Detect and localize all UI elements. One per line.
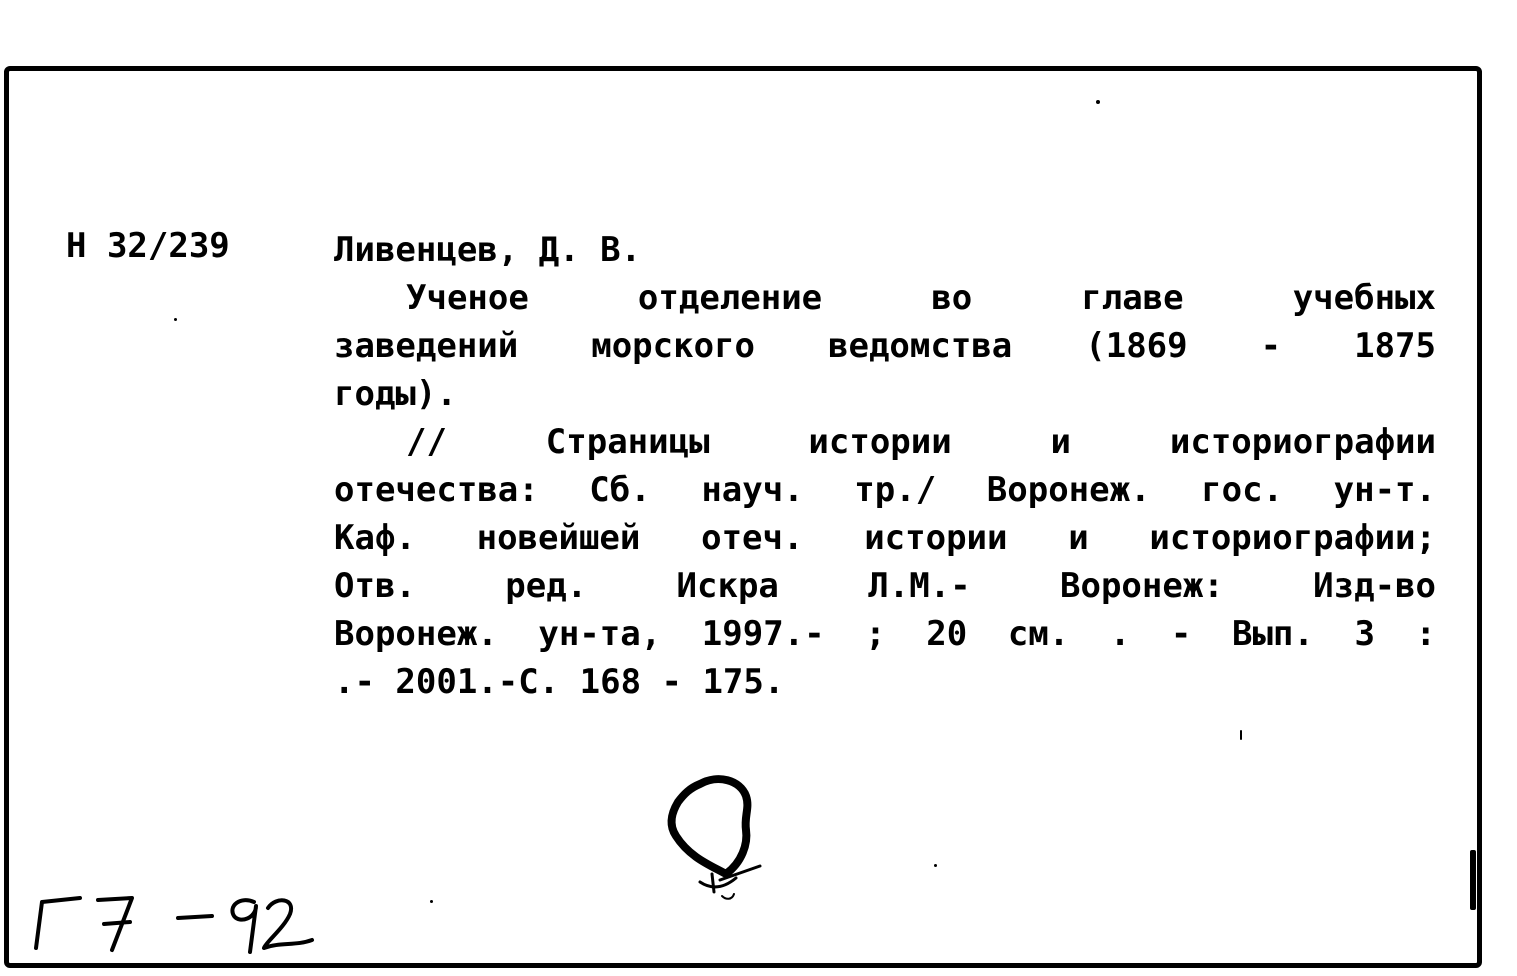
scan-speck [1096, 100, 1100, 104]
source-line: отечества: Сб. науч. тр./ Воронеж. гос. ун-т. [334, 470, 1436, 510]
stamp-mark [660, 770, 770, 910]
scan-speck [430, 900, 433, 903]
title-line: годы). [334, 374, 457, 414]
source-line: // Страницы истории и историографии [406, 422, 1436, 462]
shelfmark: Н 32/239 [66, 226, 230, 266]
title-line: Ученое отделение во главе учебных [406, 278, 1436, 318]
handwritten-note [28, 876, 318, 956]
scan-speck [174, 318, 177, 321]
scan-speck [934, 864, 937, 867]
author: Ливенцев, Д. В. [334, 230, 642, 270]
source-line: Отв. ред. Искра Л.М.- Воронеж: Изд-во [334, 566, 1436, 606]
title-line: заведений морского ведомства (1869 - 1875 [334, 326, 1436, 366]
scan-speck [1470, 850, 1476, 910]
source-line: Каф. новейшей отеч. истории и историографии; [334, 518, 1436, 558]
source-line: Воронеж. ун-та, 1997.- ; 20 см. . - Вып. 3 : [334, 614, 1436, 654]
source-line: .- 2001.-С. 168 - 175. [334, 662, 785, 702]
bibliographic-entry [334, 226, 1436, 706]
scan-speck [1240, 730, 1242, 740]
